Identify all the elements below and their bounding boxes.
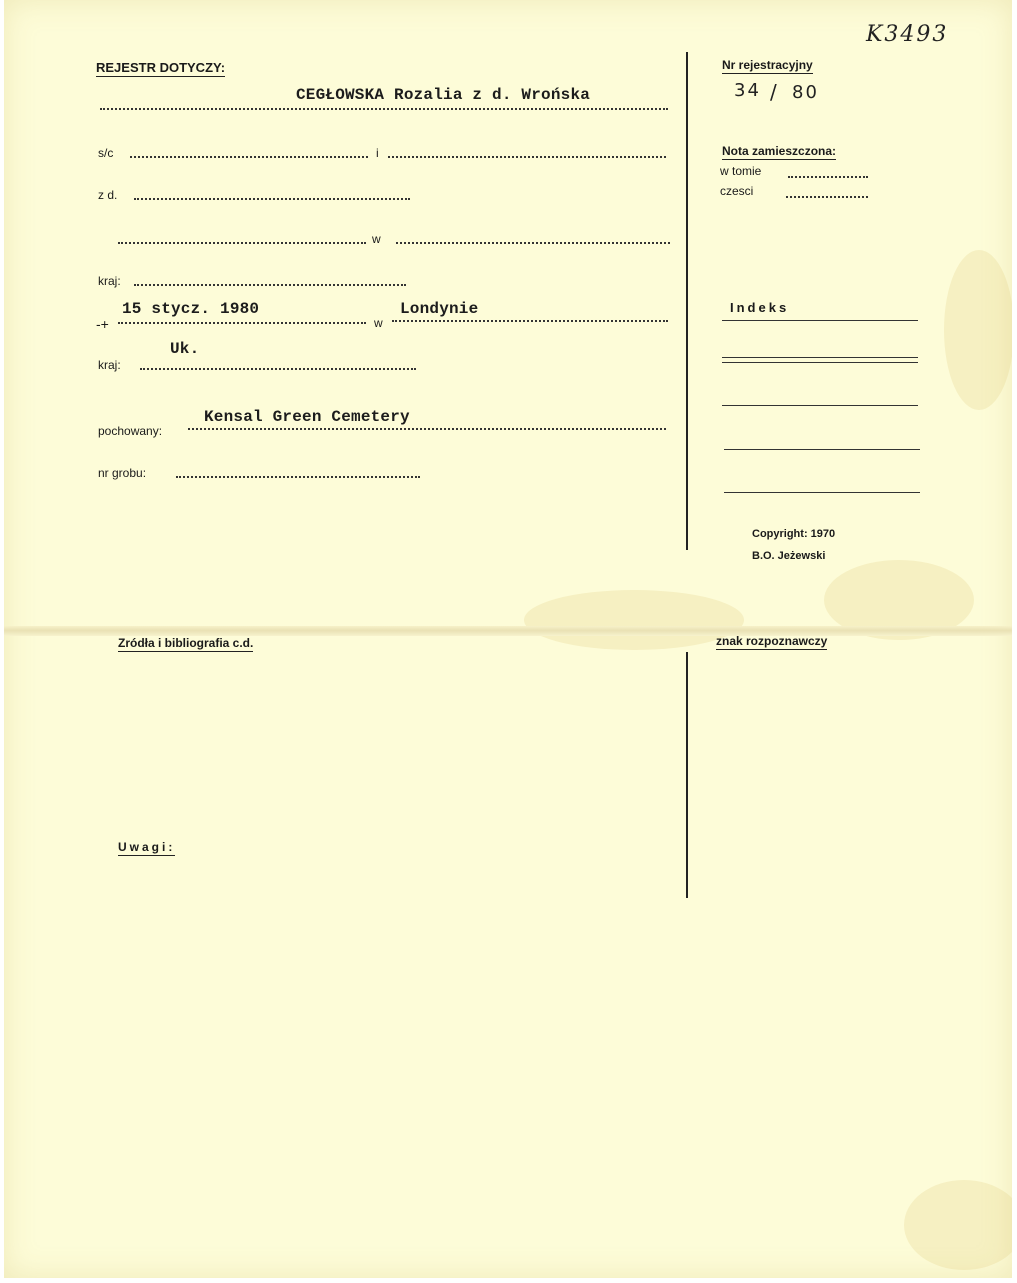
death-place: Londynie (400, 300, 479, 318)
column-divider-bottom (686, 652, 688, 898)
death-country: Uk. (170, 340, 200, 358)
dotted-line (392, 320, 668, 322)
dotted-line (176, 476, 420, 478)
note-label: Nota zamieszczona: (722, 144, 837, 158)
registration-slash: / (770, 80, 779, 104)
index-label: Indeks (730, 300, 790, 315)
in-label: w (374, 316, 383, 330)
dotted-line (788, 176, 868, 178)
fold-line (4, 626, 1012, 636)
dotted-line (130, 156, 368, 158)
and-label: i (376, 146, 379, 160)
country-label: kraj: (98, 358, 121, 372)
volume-label: w tomie (720, 164, 762, 178)
death-date: 15 stycz. 1980 (122, 300, 260, 318)
maiden-label: z d. (98, 188, 118, 202)
mark-label: znak rozpoznawczy (716, 634, 828, 648)
registration-label: Nr rejestracyjny (722, 58, 813, 72)
dotted-line (786, 196, 868, 198)
index-line (724, 449, 920, 450)
index-line (722, 405, 918, 406)
parent-label: s/c (98, 146, 114, 160)
archive-number: K3493 (866, 22, 949, 47)
in-label: w (372, 232, 381, 246)
grave-label: nr grobu: (98, 466, 147, 480)
country-label: kraj: (98, 274, 121, 288)
copyright-author: B.O. Jeżewski (752, 550, 826, 562)
dotted-line (396, 242, 670, 244)
registry-card (4, 0, 1012, 1278)
index-line (724, 492, 920, 493)
buried-label: pochowany: (98, 424, 163, 438)
dotted-line (140, 368, 416, 370)
sources-label: Zródła i bibliografia c.d. (118, 636, 254, 650)
dotted-line (388, 156, 666, 158)
death-mark: -+ (96, 316, 109, 332)
column-divider-top (686, 52, 688, 550)
part-label: czesci (720, 184, 754, 198)
dotted-line (188, 428, 666, 430)
paper-stain (524, 590, 744, 650)
index-line (722, 357, 918, 358)
registration-number-a: 34 (734, 80, 761, 101)
copyright-line: Copyright: 1970 (752, 528, 836, 540)
paper-stain (944, 250, 1012, 410)
dotted-line (118, 242, 366, 244)
buried-place: Kensal Green Cemetery (204, 408, 410, 426)
dotted-line (134, 198, 410, 200)
person-name: CEGŁOWSKA Rozalia z d. Wrońska (296, 86, 591, 104)
registration-number-b: 80 (792, 82, 819, 103)
remarks-label: Uwagi: (118, 840, 176, 854)
dotted-line (118, 322, 366, 324)
dotted-line (100, 108, 668, 110)
register-label: REJESTR DOTYCZY: (96, 60, 226, 75)
index-line (722, 320, 918, 321)
index-line (722, 362, 918, 363)
paper-stain (904, 1180, 1012, 1270)
dotted-line (134, 284, 406, 286)
